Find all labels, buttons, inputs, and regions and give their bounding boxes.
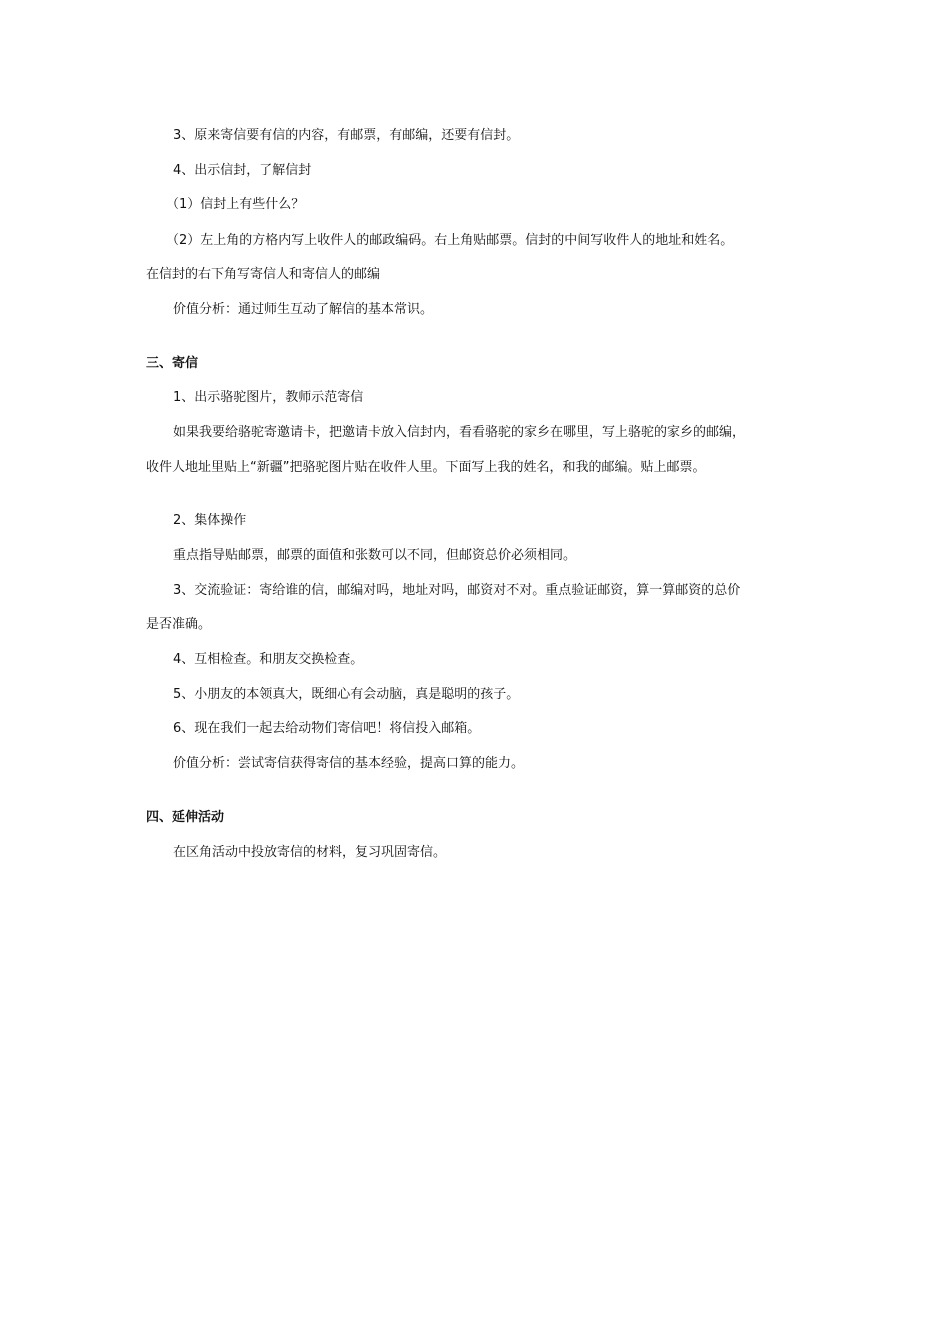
- section-heading-send-letter: 三、寄信: [146, 356, 199, 371]
- paragraph-envelope-question: （1）信封上有些什么？: [166, 197, 305, 212]
- paragraph-praise: 5、小朋友的本领真大，既细心有会动脑，真是聪明的孩子。: [173, 687, 520, 702]
- paragraph-group-work: 2、集体操作: [173, 513, 247, 528]
- paragraph-value-analysis-1: 价值分析：通过师生互动了解信的基本常识。: [173, 302, 434, 317]
- paragraph-envelope-layout-line1: （2）左上角的方格内写上收件人的邮政编码。右上角贴邮票。信封的中间写收件人的地址和姓名。: [166, 233, 734, 248]
- paragraph-camel-invitation-line1: 如果我要给骆驼寄邀请卡，把邀请卡放入信封内，看看骆驼的家乡在哪里，写上骆驼的家乡的邮编，: [173, 425, 746, 440]
- paragraph-verification-line2: 是否准确。: [146, 617, 212, 632]
- paragraph-show-envelope: 4、出示信封，了解信封: [173, 163, 312, 178]
- paragraph-value-analysis-2: 价值分析：尝试寄信获得寄信的基本经验，提高口算的能力。: [173, 756, 525, 771]
- section-heading-extension: 四、延伸活动: [146, 810, 225, 825]
- paragraph-extension-activity: 在区角活动中投放寄信的材料，复习巩固寄信。: [173, 845, 447, 860]
- paragraph-mailbox: 6、现在我们一起去给动物们寄信吧！将信投入邮箱。: [173, 721, 481, 736]
- paragraph-verification-line1: 3、交流验证：寄给谁的信，邮编对吗，地址对吗，邮资对不对。重点验证邮资，算一算邮资的总价: [173, 583, 741, 598]
- paragraph-stamp-guidance: 重点指导贴邮票，邮票的面值和张数可以不同，但邮资总价必须相同。: [173, 548, 577, 563]
- paragraph-camel-invitation-line2: 收件人地址里贴上“新疆”把骆驼图片贴在收件人里。下面写上我的姓名，和我的邮编。贴上邮票。: [146, 460, 706, 475]
- paragraph-camel-demo: 1、出示骆驼图片，教师示范寄信: [173, 390, 364, 405]
- paragraph-peer-check: 4、互相检查。和朋友交换检查。: [173, 652, 364, 667]
- paragraph-envelope-contents: 3、原来寄信要有信的内容，有邮票，有邮编，还要有信封。: [173, 128, 520, 143]
- paragraph-envelope-layout-line2: 在信封的右下角写寄信人和寄信人的邮编: [146, 267, 381, 282]
